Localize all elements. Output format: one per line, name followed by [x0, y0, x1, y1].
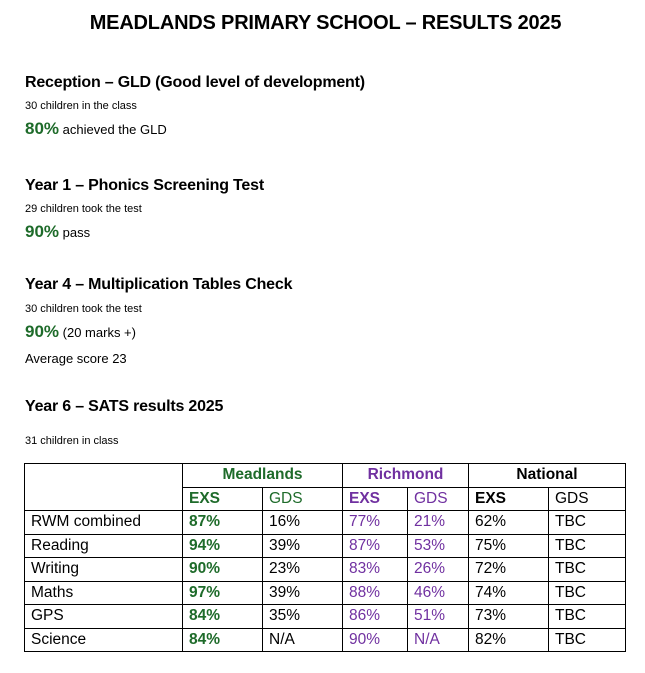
subject-cell: RWM combined: [25, 511, 183, 535]
national-exs-cell: 82%: [469, 628, 549, 652]
richmond-exs-cell: 83%: [343, 558, 408, 582]
richmond-exs-cell: 90%: [343, 628, 408, 652]
richmond-exs-cell: 87%: [343, 534, 408, 558]
meadlands-exs-cell: 87%: [183, 511, 263, 535]
group-meadlands: Meadlands: [183, 464, 343, 488]
richmond-gds-cell: 21%: [408, 511, 469, 535]
year1-count: 29 children took the test: [25, 203, 142, 215]
national-gds-cell: TBC: [549, 558, 626, 582]
reception-count: 30 children in the class: [25, 100, 137, 112]
richmond-gds-cell: N/A: [408, 628, 469, 652]
national-exs-cell: 62%: [469, 511, 549, 535]
table-row: [25, 511, 626, 535]
empty-corner-cell: [25, 487, 183, 511]
national-gds-cell: TBC: [549, 605, 626, 629]
meadlands-gds-cell: 35%: [263, 605, 343, 629]
meadlands-exs-cell: 94%: [183, 534, 263, 558]
page-title: MEADLANDS PRIMARY SCHOOL – RESULTS 2025: [89, 12, 562, 34]
year6-heading: Year 6 – SATS results 2025: [25, 398, 224, 415]
meadlands-gds-cell: 23%: [263, 558, 343, 582]
meadlands-gds-cell: 39%: [263, 581, 343, 605]
subheader-richmond-exs: EXS: [343, 487, 408, 511]
subheader-meadlands-gds: GDS: [263, 487, 343, 511]
meadlands-gds-cell: N/A: [263, 628, 343, 652]
richmond-gds-cell: 46%: [408, 581, 469, 605]
national-gds-cell: TBC: [549, 511, 626, 535]
year4-count: 30 children took the test: [25, 303, 142, 315]
richmond-exs-cell: 88%: [343, 581, 408, 605]
year6-count: 31 children in class: [25, 435, 119, 447]
national-gds-cell: TBC: [549, 628, 626, 652]
richmond-gds-cell: 53%: [408, 534, 469, 558]
national-exs-cell: 73%: [469, 605, 549, 629]
sats-results-table: [24, 463, 626, 652]
year4-result: [25, 322, 136, 342]
reception-result: [25, 119, 167, 139]
subject-cell: GPS: [25, 605, 183, 629]
subheader-row: [25, 487, 626, 511]
year1-result-text: pass: [62, 225, 91, 240]
table-row: [25, 558, 626, 582]
subheader-national-exs: EXS: [469, 487, 549, 511]
meadlands-gds-cell: 39%: [263, 534, 343, 558]
richmond-exs-cell: 86%: [343, 605, 408, 629]
subheader-meadlands-exs: EXS: [183, 487, 263, 511]
group-richmond: Richmond: [343, 464, 469, 488]
richmond-gds-cell: 26%: [408, 558, 469, 582]
subject-cell: Maths: [25, 581, 183, 605]
subheader-national-gds: GDS: [549, 487, 626, 511]
subject-cell: Writing: [25, 558, 183, 582]
year1-heading: Year 1 – Phonics Screening Test: [25, 177, 264, 194]
national-exs-cell: 74%: [469, 581, 549, 605]
year4-heading: Year 4 – Multiplication Tables Check: [25, 276, 293, 293]
empty-corner-cell: [25, 464, 183, 488]
reception-result-text: achieved the GLD: [62, 122, 167, 137]
subheader-richmond-gds: GDS: [408, 487, 469, 511]
table-row: [25, 628, 626, 652]
year1-percent: 90%: [25, 222, 60, 241]
national-exs-cell: 72%: [469, 558, 549, 582]
table-row: [25, 605, 626, 629]
group-national: National: [469, 464, 626, 488]
richmond-gds-cell: 51%: [408, 605, 469, 629]
meadlands-gds-cell: 16%: [263, 511, 343, 535]
reception-heading: Reception – GLD (Good level of development): [25, 74, 365, 91]
table-row: [25, 534, 626, 558]
year1-result: [25, 222, 90, 242]
year4-average: Average score 23: [25, 351, 127, 366]
subject-cell: Reading: [25, 534, 183, 558]
meadlands-exs-cell: 84%: [183, 605, 263, 629]
richmond-exs-cell: 77%: [343, 511, 408, 535]
table-row: [25, 581, 626, 605]
national-gds-cell: TBC: [549, 534, 626, 558]
subject-cell: Science: [25, 628, 183, 652]
meadlands-exs-cell: 97%: [183, 581, 263, 605]
meadlands-exs-cell: 90%: [183, 558, 263, 582]
year4-percent: 90%: [25, 322, 60, 341]
group-header-row: [25, 464, 626, 488]
year4-result-text: (20 marks +): [62, 325, 136, 340]
national-gds-cell: TBC: [549, 581, 626, 605]
reception-percent: 80%: [25, 119, 60, 138]
national-exs-cell: 75%: [469, 534, 549, 558]
meadlands-exs-cell: 84%: [183, 628, 263, 652]
